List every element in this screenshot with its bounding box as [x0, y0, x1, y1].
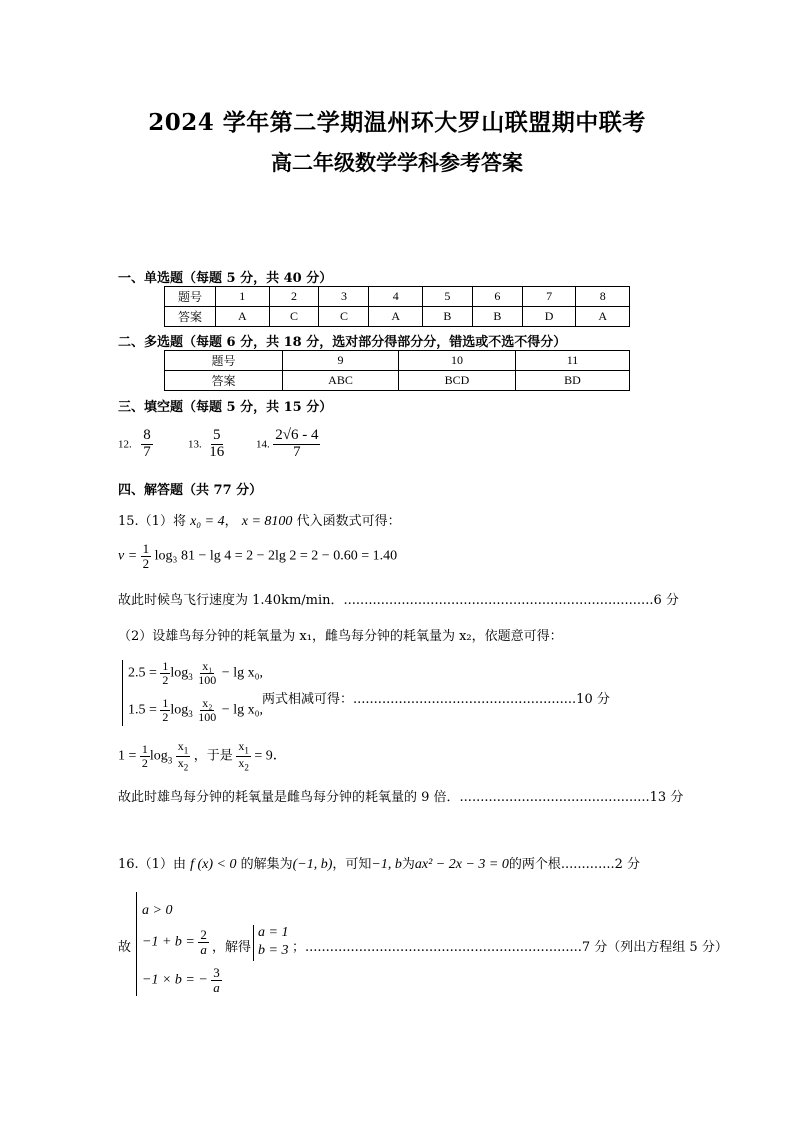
- section3-heading: 三、填空题（每题 5 分，共 15 分）: [118, 400, 333, 415]
- system-brace: [136, 892, 137, 996]
- table-cell: D: [522, 307, 576, 327]
- table-cell: A: [216, 307, 270, 327]
- q16-cond2: −1 + b = $\frac{2}{a}$: [142, 927, 207, 957]
- row-label: 答案: [165, 307, 216, 327]
- table-row: [165, 351, 630, 371]
- table-cell: 6: [472, 287, 522, 307]
- answer-12: 12. $\frac{8}{7}$: [118, 427, 151, 460]
- q16-cond3: −1 × b = − $\frac{3}{a}$: [142, 965, 220, 995]
- row-label: 题号: [165, 351, 283, 371]
- table-cell: 11: [516, 351, 630, 371]
- table-cell: 4: [369, 287, 423, 307]
- table-cell: BCD: [399, 371, 516, 391]
- q15-system-eq2: 1.5 = $\frac{1}{2}$ $\log_3$ $\frac{\text{x₂}}{100}$ − lg x₀,: [128, 696, 263, 724]
- table-cell: 7: [522, 287, 576, 307]
- q16-sol-b: b = 3: [258, 943, 289, 958]
- q16-cond1: a > 0: [142, 903, 173, 918]
- table-cell: 8: [576, 287, 630, 307]
- page-subtitle: 高二年级数学学科参考答案: [271, 150, 523, 175]
- table-cell: 2: [269, 287, 319, 307]
- page-title: 2024 学年第二学期温州环大罗山联盟期中联考: [148, 109, 646, 136]
- table-cell: A: [369, 307, 423, 327]
- fraction: $\frac{2√6 - 4}{7}$: [275, 427, 319, 460]
- table-cell: C: [319, 307, 369, 327]
- q15-conclusion1: 故此时候鸟飞行速度为 1.40km/min．...........................................................................6 分: [118, 593, 679, 608]
- q16-score2: ；...................................................................7 分（列出方程组 5 分）: [292, 940, 728, 955]
- table-cell: 1: [216, 287, 270, 307]
- multi-choice-table: [164, 350, 630, 391]
- fraction: $\frac{5}{16}$: [209, 427, 225, 460]
- system-brace: [122, 660, 123, 726]
- section4-heading: 四、解答题（共 77 分）: [118, 483, 263, 498]
- table-cell: 3: [319, 287, 369, 307]
- q16-solve: ，解得: [212, 940, 252, 955]
- table-row: [165, 371, 630, 391]
- q15-result: 1 = $\frac{1}{2}$ $\log_3$ $\frac{x_1}{x_2}$ ，于是 $\frac{x_1}{x_2}$ = 9．: [118, 739, 287, 773]
- table-cell: C: [269, 307, 319, 327]
- q16-line1: 16.（1）由 f (x) < 0 的解集为(−1, b)，可知−1, b为ax² − 2x − 3 = 0的两个根.............2 分: [118, 857, 641, 872]
- q15-part2: （2）设雄鸟每分钟的耗氧量为 x₁，雌鸟每分钟的耗氧量为 x₂，依题意可得：: [118, 629, 563, 644]
- system-brace: [253, 925, 254, 961]
- q15-system-eq1: 2.5 = $\frac{1}{2}$ $\log_3$ $\frac{\text{x₁}}{100}$ − lg x₀,: [128, 659, 263, 687]
- answer-13: 13. $\frac{5}{16}$: [188, 427, 225, 460]
- q15-line1: 15.（1）将 x₀ = 4， x = 8100 代入函数式可得：: [118, 514, 401, 529]
- row-label: 答案: [165, 371, 283, 391]
- table-cell: 5: [422, 287, 472, 307]
- table-cell: B: [422, 307, 472, 327]
- fraction: $\frac{1}{2}$: [142, 541, 150, 571]
- q15-subtract: 两式相减可得：......................................................10 分: [262, 692, 610, 707]
- section2-heading: 二、多选题（每题 6 分，共 18 分，选对部分得部分分，错选或不选不得分）: [118, 335, 567, 350]
- q16-sol-a: a = 1: [258, 925, 289, 940]
- table-row: [165, 287, 630, 307]
- q15-conclusion2: 故此时雄鸟每分钟的耗氧量是雌鸟每分钟的耗氧量的 9 倍．..............................................13 分: [118, 790, 684, 805]
- fraction: $\frac{8}{7}$: [143, 427, 151, 460]
- q15-equation-v: v = $\frac{1}{2}$ log₃ 81 − lg 4 = 2 − 2lg 2 = 2 − 0.60 = 1.40: [118, 541, 398, 571]
- answer-14: 14. $\frac{2√6 - 4}{7}$: [256, 427, 319, 460]
- table-cell: A: [576, 307, 630, 327]
- table-cell: ABC: [283, 371, 399, 391]
- table-cell: 9: [283, 351, 399, 371]
- section1-heading: 一、单选题（每题 5 分，共 40 分）: [118, 271, 333, 286]
- table-cell: BD: [516, 371, 630, 391]
- table-cell: 10: [399, 351, 516, 371]
- row-label: 题号: [165, 287, 216, 307]
- single-choice-table: [164, 286, 630, 327]
- q16-gu: 故: [118, 940, 132, 955]
- table-row: [165, 307, 630, 327]
- table-cell: B: [472, 307, 522, 327]
